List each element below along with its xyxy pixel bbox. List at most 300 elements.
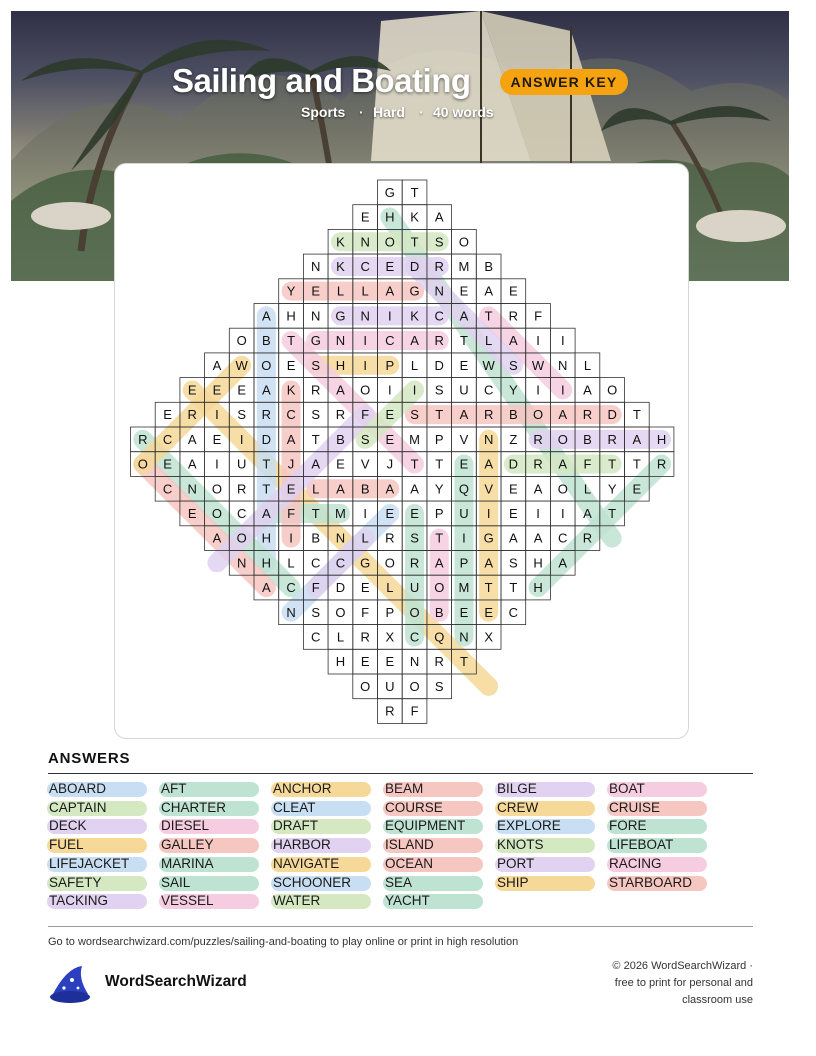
grid-letter: L	[361, 530, 369, 546]
grid-letter: E	[385, 407, 395, 423]
grid-letter: S	[360, 431, 370, 447]
grid-letter: N	[459, 629, 469, 645]
answer-word-label: OCEAN	[385, 855, 434, 871]
grid-letter: U	[385, 678, 395, 694]
grid-letter: R	[409, 555, 420, 571]
grid-letter: E	[632, 481, 642, 497]
grid-letter: A	[410, 333, 419, 349]
grid-letter: Y	[434, 481, 444, 497]
grid-letter: A	[187, 431, 197, 447]
grid-letter: T	[484, 580, 493, 596]
grid-letter: R	[311, 382, 321, 398]
grid-letter: E	[286, 357, 296, 373]
grid-letter: E	[336, 456, 345, 472]
grid-letter: F	[311, 580, 320, 596]
grid-letter: W	[531, 357, 545, 373]
grid-letter: N	[409, 654, 420, 670]
grid-letter: N	[434, 283, 444, 299]
grid-letter: A	[262, 382, 271, 398]
grid-letter: B	[262, 333, 271, 349]
answer-word-label: HARBOR	[273, 837, 331, 853]
grid-letter: A	[434, 555, 444, 571]
grid-letter: R	[434, 258, 444, 274]
answer-word	[608, 781, 645, 797]
brand-name: WordSearchWizard	[105, 973, 247, 990]
answer-word	[384, 781, 423, 797]
page-title: Sailing and Boating	[172, 62, 471, 99]
grid-letter: M	[458, 580, 470, 596]
grid-letter: S	[509, 357, 518, 373]
grid-letter: N	[558, 357, 568, 373]
grid-letter: N	[360, 234, 370, 250]
answer-word	[608, 818, 647, 834]
grid-letter: F	[583, 456, 592, 472]
grid-letter: Y	[607, 481, 617, 497]
answer-word-label: NAVIGATE	[273, 855, 340, 871]
grid-letter: K	[410, 308, 419, 324]
grid-letter: O	[211, 481, 223, 497]
answer-word-label: RACING	[609, 855, 662, 871]
grid-letter: G	[409, 283, 420, 299]
grid-letter: A	[187, 456, 197, 472]
grid-letter: O	[335, 604, 346, 620]
answer-word-label: ISLAND	[385, 837, 434, 853]
answer-word-label: STARBOARD	[609, 874, 693, 890]
grid-letter: C	[286, 580, 296, 596]
answer-word-label: WATER	[273, 893, 321, 909]
grid-letter: R	[656, 456, 667, 472]
grid-letter: I	[215, 456, 219, 472]
grid-letter: E	[163, 456, 172, 472]
grid-letter: E	[459, 357, 469, 373]
grid-letter: Q	[434, 629, 445, 645]
grid-letter: L	[386, 580, 394, 596]
grid-letter: A	[583, 382, 592, 398]
grid-letter: S	[237, 407, 246, 423]
grid-letter: B	[336, 431, 345, 447]
grid-letter: H	[656, 431, 667, 447]
grid-letter: H	[533, 580, 543, 596]
grid-letter: L	[336, 629, 345, 645]
grid-letter: C	[162, 431, 173, 447]
grid-letter: W	[235, 357, 248, 373]
answer-word	[384, 818, 465, 834]
grid-letter: I	[536, 333, 540, 349]
grid-letter: T	[459, 654, 468, 670]
grid-letter: V	[459, 431, 469, 447]
grid-letter: S	[434, 234, 444, 250]
answer-word-label: SEA	[385, 874, 413, 890]
answer-word-label: SAIL	[161, 874, 191, 890]
grid-letter: S	[410, 407, 419, 423]
answer-word	[48, 837, 84, 853]
copyright-note	[563, 958, 753, 1009]
grid-letter: T	[435, 456, 444, 472]
copyright-line: classroom use	[682, 994, 753, 1006]
grid-letter: T	[435, 530, 444, 546]
grid-letter: E	[484, 604, 493, 620]
grid-letter: E	[385, 654, 395, 670]
divider	[48, 773, 753, 774]
grid-letter: T	[608, 456, 617, 472]
grid-letter: E	[237, 382, 246, 398]
grid-letter: I	[363, 357, 367, 373]
grid-letter: T	[632, 407, 641, 423]
grid-letter: H	[335, 357, 346, 373]
answer-word-label: AFT	[161, 781, 187, 796]
grid-letter: P	[434, 431, 444, 447]
grid-letter: A	[558, 407, 568, 423]
grid-letter: O	[384, 234, 395, 250]
grid-letter: E	[360, 654, 370, 670]
grid-letter: L	[361, 283, 369, 299]
word-search-grid[interactable]	[115, 164, 688, 738]
grid-letter: E	[187, 505, 197, 521]
grid-letter: I	[560, 505, 565, 521]
answer-word-label: DECK	[49, 818, 87, 834]
grid-letter: F	[410, 703, 419, 719]
answer-word-label: EQUIPMENT	[385, 818, 466, 834]
grid-letter: T	[632, 456, 641, 472]
answer-word-label: BILGE	[497, 781, 537, 796]
grid-letter: R	[582, 407, 593, 423]
grid-letter: A	[484, 456, 493, 472]
answer-word-label: CLEAT	[273, 799, 316, 815]
answer-word	[608, 800, 660, 816]
answer-word-label: FUEL	[49, 837, 84, 853]
grid-letter: D	[508, 456, 519, 472]
answers-heading: ANSWERS	[48, 750, 131, 767]
grid-letter: E	[385, 505, 395, 521]
answer-word-label: CRUISE	[609, 799, 661, 815]
grid-letter: T	[410, 184, 419, 200]
grid-letter: S	[311, 604, 321, 620]
title-row	[0, 62, 816, 102]
answer-word-label: SAFETY	[49, 874, 102, 890]
grid-letter: T	[435, 407, 444, 423]
grid-letter: U	[236, 456, 247, 472]
grid-letter: F	[287, 505, 296, 521]
grid-letter: E	[187, 382, 197, 398]
grid-letter: O	[236, 530, 247, 546]
copyright-line: © 2026 WordSearchWizard ·	[612, 960, 753, 972]
grid-letter: F	[361, 604, 370, 620]
grid-letter: E	[509, 283, 518, 299]
grid-letter: N	[360, 308, 370, 324]
grid-letter: E	[212, 431, 222, 447]
grid-letter: R	[138, 431, 148, 447]
grid-letter: O	[236, 333, 247, 349]
grid-letter: G	[310, 333, 321, 349]
grid-letter: I	[239, 431, 244, 447]
grid-letter: V	[360, 456, 370, 472]
grid-letter: E	[459, 456, 469, 472]
grid-letter: E	[459, 604, 469, 620]
grid-letter: K	[336, 234, 345, 250]
answer-word-label: KNOTS	[497, 837, 544, 853]
answer-word	[496, 875, 529, 891]
meta-separator: ·	[359, 104, 364, 120]
grid-letter: L	[336, 283, 345, 299]
grid-letter: R	[360, 629, 370, 645]
grid-letter: M	[458, 258, 470, 274]
answer-word-label: FORE	[609, 818, 647, 834]
grid-letter: B	[434, 604, 444, 620]
grid-letter: I	[215, 407, 219, 423]
grid-letter: K	[410, 209, 419, 225]
grid-letter: E	[509, 481, 518, 497]
grid-letter: R	[483, 407, 494, 423]
copyright-line: free to print for personal and	[614, 977, 753, 989]
answer-word-label: LIFEBOAT	[609, 837, 674, 853]
grid-letter: U	[409, 580, 420, 596]
grid-letter: R	[261, 407, 272, 423]
grid-letter: I	[363, 333, 367, 349]
grid-letter: G	[335, 308, 346, 324]
grid-letter: S	[434, 678, 444, 694]
answer-word	[48, 800, 107, 816]
answer-word	[160, 800, 226, 816]
divider	[48, 926, 753, 927]
grid-letter: J	[287, 456, 295, 472]
grid-letter: N	[483, 431, 494, 447]
grid-letter: I	[363, 505, 367, 521]
grid-letter: T	[459, 333, 468, 349]
grid-letter: O	[409, 678, 420, 694]
grid-letter: S	[509, 555, 518, 571]
answer-word	[48, 893, 108, 909]
answer-word	[160, 837, 214, 853]
grid-letter: X	[484, 629, 493, 645]
grid-letter: I	[388, 382, 392, 398]
grid-letter: C	[311, 629, 321, 645]
grid-letter: E	[163, 407, 172, 423]
answer-word-label: COURSE	[385, 799, 443, 815]
grid-letter: T	[608, 505, 617, 521]
grid-letter: A	[484, 555, 493, 571]
answer-word	[272, 893, 320, 909]
answer-word-label: BOAT	[609, 781, 645, 796]
answer-word	[160, 856, 214, 872]
grid-letter: P	[459, 555, 469, 571]
grid-letter: C	[385, 333, 395, 349]
difficulty-label: Hard	[373, 104, 405, 120]
grid-letter: I	[536, 382, 540, 398]
grid-letter: E	[311, 283, 321, 299]
footer-link[interactable]: Go to wordsearchwizard.com/puzzles/sailing-and-boating to play online or print in high resolution	[48, 936, 519, 948]
grid-letter: M	[335, 505, 346, 521]
grid-letter: C	[558, 530, 568, 546]
answer-word-label: CHARTER	[161, 799, 227, 815]
answer-word-label: SHIP	[497, 874, 529, 890]
grid-letter: H	[533, 555, 543, 571]
grid-letter: B	[360, 481, 370, 497]
answer-word	[384, 837, 434, 853]
answer-word	[160, 818, 209, 834]
answer-word	[608, 875, 692, 891]
grid-letter: N	[286, 604, 296, 620]
answer-word	[272, 800, 316, 816]
wizard-hat-icon	[48, 964, 94, 1004]
grid-letter: P	[385, 604, 395, 620]
grid-letter: A	[336, 382, 345, 398]
grid-letter: R	[385, 530, 395, 546]
grid-letter: A	[484, 283, 493, 299]
answer-word-label: TACKING	[49, 893, 109, 909]
answer-word-label: YACHT	[385, 893, 430, 909]
grid-letter: A	[558, 456, 568, 472]
puzzle-meta	[0, 104, 816, 124]
grid-letter: S	[311, 407, 321, 423]
answer-word	[496, 781, 537, 797]
answer-word-label: ABOARD	[49, 781, 107, 796]
answer-word	[48, 875, 102, 891]
grid-letter: A	[533, 530, 543, 546]
grid-letter: L	[312, 481, 320, 497]
grid-letter: R	[434, 333, 444, 349]
answer-word	[384, 800, 443, 816]
answer-word	[160, 875, 190, 891]
grid-letter: S	[434, 382, 444, 398]
answer-word-label: DRAFT	[273, 818, 318, 834]
grid-letter: H	[335, 654, 346, 670]
grid-letter: A	[311, 456, 321, 472]
grid-letter: I	[536, 505, 540, 521]
grid-letter: P	[434, 505, 444, 521]
meta-separator: ·	[419, 104, 424, 120]
grid-letter: L	[410, 357, 419, 373]
grid-letter: R	[533, 456, 543, 472]
grid-letter: E	[360, 580, 370, 596]
grid-letter: A	[459, 308, 469, 324]
answer-word	[272, 818, 318, 834]
grid-letter: N	[335, 530, 346, 546]
grid-letter: D	[335, 580, 346, 596]
answer-word	[160, 893, 214, 909]
grid-letter: T	[410, 234, 419, 250]
grid-letter: A	[434, 209, 444, 225]
grid-letter: R	[533, 431, 543, 447]
grid-letter: T	[311, 431, 320, 447]
answer-word-label: BEAM	[385, 781, 424, 796]
answer-key-badge: ANSWER KEY	[500, 69, 628, 95]
grid-letter: D	[261, 431, 272, 447]
grid-letter: C	[162, 481, 173, 497]
grid-letter: H	[261, 555, 272, 571]
grid-letter: E	[360, 209, 370, 225]
grid-letter: Q	[458, 481, 470, 497]
grid-letter: O	[557, 431, 568, 447]
answer-word-label: MARINA	[161, 855, 214, 871]
answer-word	[384, 856, 433, 872]
grid-letter: T	[410, 456, 419, 472]
grid-letter: R	[385, 703, 395, 719]
grid-letter: A	[583, 505, 592, 521]
puzzle-card	[114, 163, 689, 739]
grid-letter: R	[236, 481, 247, 497]
grid-letter: L	[583, 357, 592, 373]
answer-word	[608, 837, 673, 853]
answer-word-label: LIFEJACKET	[49, 855, 130, 871]
grid-letter: A	[385, 481, 395, 497]
grid-letter: H	[385, 209, 395, 225]
grid-letter: N	[311, 258, 321, 274]
grid-letter: E	[385, 258, 395, 274]
grid-letter: O	[137, 456, 148, 472]
answer-word-label: GALLEY	[161, 837, 214, 853]
grid-letter: A	[286, 431, 296, 447]
grid-letter: A	[385, 283, 395, 299]
answer-word	[608, 856, 662, 872]
answer-word	[272, 875, 351, 891]
grid-letter: B	[311, 530, 321, 546]
grid-letter: A	[212, 530, 222, 546]
grid-letter: H	[286, 308, 296, 324]
answer-word-label: ANCHOR	[273, 781, 332, 796]
answer-word	[496, 856, 534, 872]
grid-letter: G	[483, 530, 494, 546]
grid-letter: A	[459, 407, 469, 423]
grid-letter: I	[412, 382, 417, 398]
grid-letter: E	[509, 505, 518, 521]
answer-word-label: PORT	[497, 855, 535, 871]
grid-letter: E	[286, 481, 296, 497]
answer-word	[48, 818, 87, 834]
grid-letter: K	[336, 258, 345, 274]
grid-letter: J	[386, 456, 394, 472]
grid-letter: O	[458, 234, 470, 250]
grid-letter: I	[560, 333, 565, 349]
grid-letter: O	[211, 505, 223, 521]
grid-letter: R	[607, 431, 617, 447]
grid-letter: Y	[286, 283, 296, 299]
grid-letter: D	[409, 258, 420, 274]
grid-letter: P	[385, 357, 395, 373]
grid-letter: A	[632, 431, 642, 447]
grid-letter: T	[311, 505, 320, 521]
grid-letter: A	[410, 481, 419, 497]
grid-letter: O	[384, 555, 395, 571]
word-count-label: 40 words	[433, 104, 494, 120]
grid-letter: G	[384, 184, 395, 200]
grid-letter: O	[360, 382, 371, 398]
grid-letter: D	[434, 357, 444, 373]
grid-letter: O	[434, 580, 445, 596]
grid-letter: L	[583, 481, 592, 497]
grid-letter: A	[533, 481, 543, 497]
grid-letter: B	[484, 258, 493, 274]
grid-letter: M	[409, 431, 420, 447]
grid-letter: E	[410, 505, 419, 521]
answer-word	[48, 781, 106, 797]
grid-letter: O	[607, 382, 618, 398]
answer-word-label: VESSEL	[161, 893, 214, 909]
grid-letter: N	[311, 308, 321, 324]
grid-letter: N	[236, 555, 247, 571]
grid-letter: O	[409, 604, 420, 620]
grid-letter: S	[311, 357, 321, 373]
grid-letter: R	[187, 407, 197, 423]
grid-letter: E	[459, 283, 469, 299]
grid-letter: A	[262, 505, 271, 521]
answer-word	[384, 875, 412, 891]
grid-letter: V	[484, 481, 493, 497]
grid-letter: C	[508, 604, 519, 620]
grid-letter: B	[509, 407, 518, 423]
grid-letter: K	[286, 382, 296, 398]
answer-word	[272, 781, 332, 797]
grid-letter: L	[287, 555, 295, 571]
